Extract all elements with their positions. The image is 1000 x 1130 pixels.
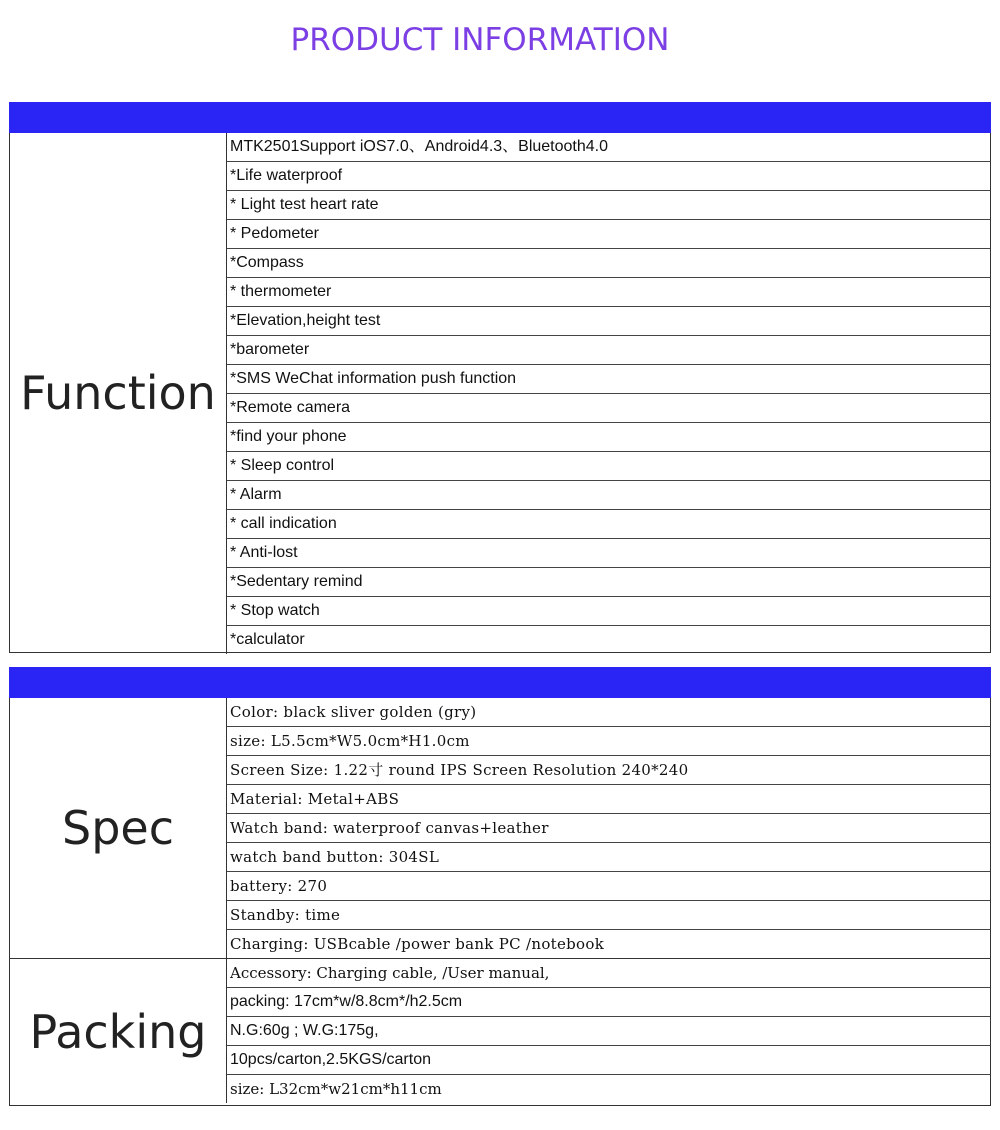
function-item: * Light test heart rate	[227, 191, 990, 220]
function-item: *Sedentary remind	[227, 568, 990, 597]
function-section	[9, 133, 991, 653]
packing-item: packing: 17cm*w/8.8cm*/h2.5cm	[227, 988, 990, 1017]
function-item: *SMS WeChat information push function	[227, 365, 990, 394]
function-item: * Alarm	[227, 481, 990, 510]
spec-item: Watch band: waterproof canvas+leather	[227, 814, 990, 843]
function-item: * Sleep control	[227, 452, 990, 481]
spec-item: battery: 270	[227, 872, 990, 901]
spec-section	[9, 698, 991, 959]
packing-rows	[226, 959, 990, 1103]
spec-item: size: L5.5cm*W5.0cm*H1.0cm	[227, 727, 990, 756]
spec-header-bar	[9, 667, 991, 698]
function-item: * thermometer	[227, 278, 990, 307]
packing-section	[9, 958, 991, 1106]
function-label: Function	[20, 365, 216, 420]
spec-item: watch band button: 304SL	[227, 843, 990, 872]
page-title: PRODUCT INFORMATION	[290, 22, 670, 58]
spec-item: Charging: USBcable /power bank PC /notebook	[230, 935, 605, 953]
function-rows	[226, 133, 990, 654]
function-item: * call indication	[227, 510, 990, 539]
function-item: *find your phone	[227, 423, 990, 452]
spec-label: Spec	[62, 801, 174, 855]
function-item: *Elevation,height test	[227, 307, 990, 336]
function-item: * Stop watch	[227, 597, 990, 626]
packing-item: N.G:60g ; W.G:175g,	[227, 1017, 990, 1046]
spec-rows	[226, 698, 990, 958]
function-item: *Remote camera	[227, 394, 990, 423]
packing-item: size: L32cm*w21cm*h11cm	[230, 1080, 442, 1098]
spec-item: Material: Metal+ABS	[227, 785, 990, 814]
function-header-bar	[9, 102, 991, 133]
spec-item: Standby: time	[227, 901, 990, 930]
packing-item: 10pcs/carton,2.5KGS/carton	[227, 1046, 990, 1075]
function-item: * Pedometer	[227, 220, 990, 249]
packing-item: Accessory: Charging cable, /User manual,	[227, 959, 990, 988]
function-item: *calculator	[230, 631, 305, 648]
function-item: *Compass	[227, 249, 990, 278]
function-item: *Life waterproof	[227, 162, 990, 191]
packing-label: Packing	[29, 1005, 207, 1059]
spec-item: Color: black sliver golden (gry)	[227, 698, 990, 727]
function-item: MTK2501Support iOS7.0、Android4.3、Bluetooth4.0	[227, 133, 990, 162]
function-item: * Anti-lost	[227, 539, 990, 568]
spec-item: Screen Size: 1.22寸 round IPS Screen Resolution 240*240	[227, 756, 990, 785]
function-item: *barometer	[227, 336, 990, 365]
